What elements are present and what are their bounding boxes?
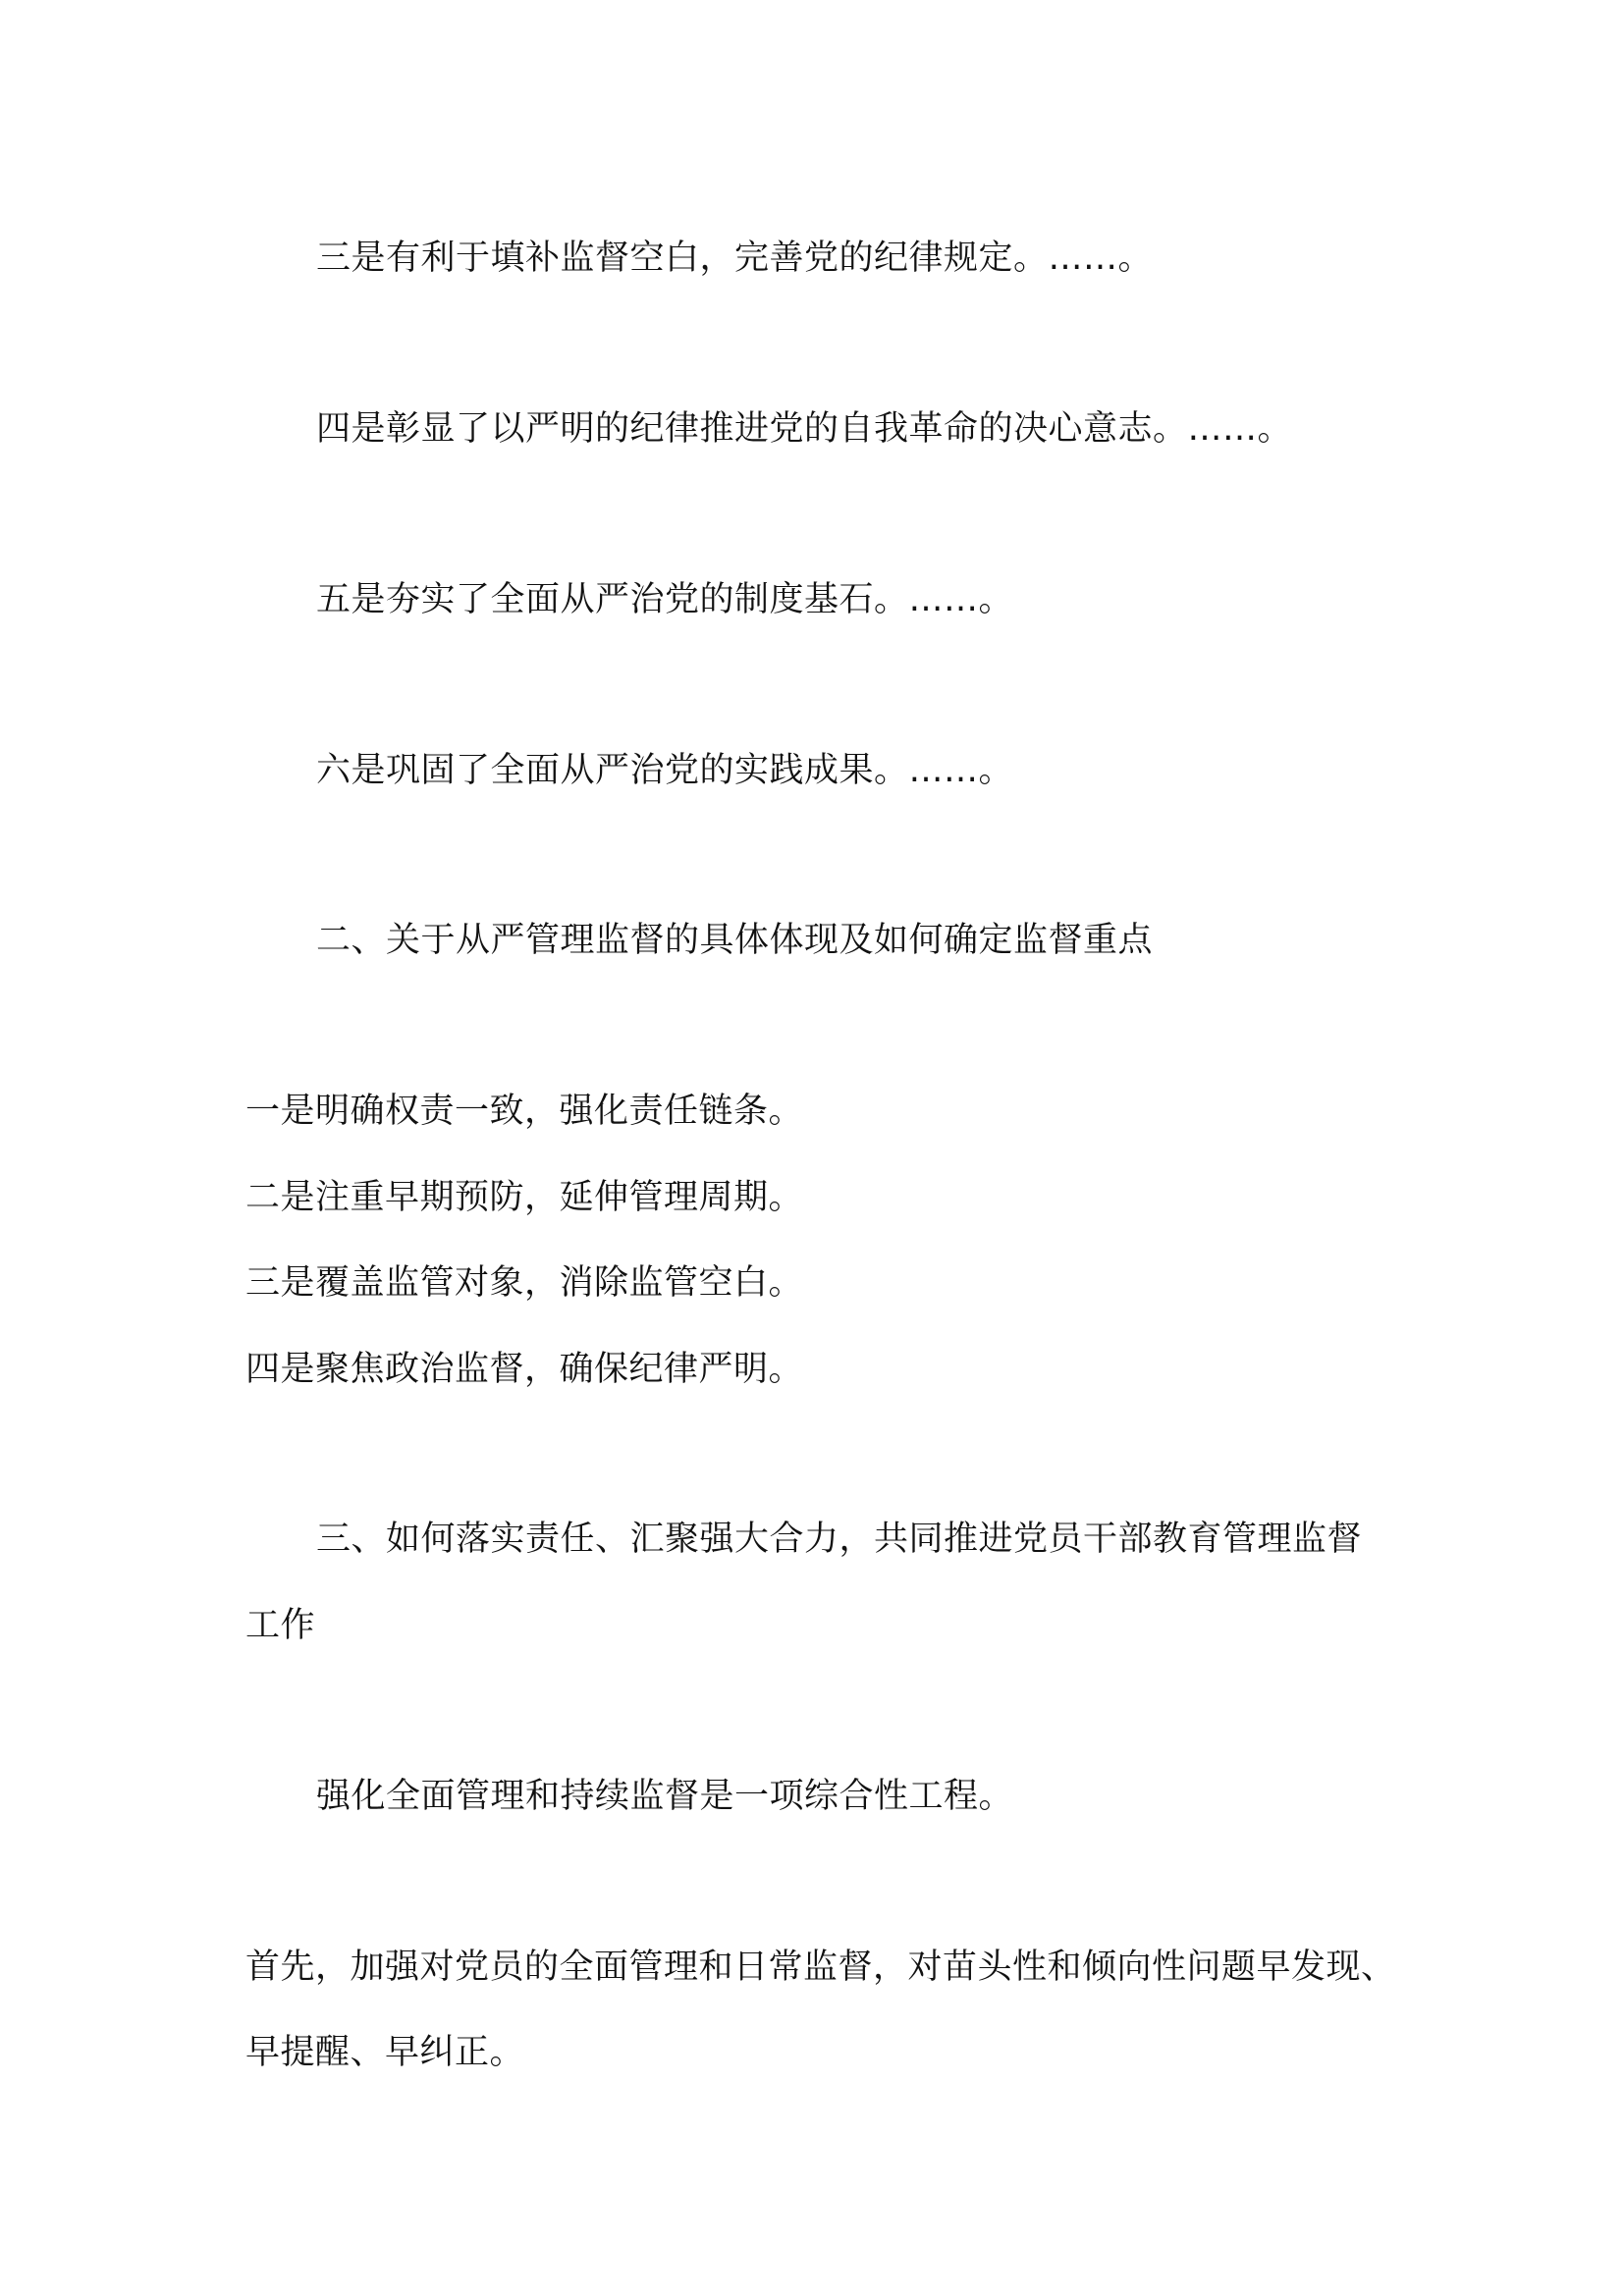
list-item: 一是明确权责一致，强化责任链条。: [245, 1092, 804, 1131]
paragraph-five: 五是夯实了全面从严治党的制度基石。……。: [316, 580, 1014, 619]
paragraph-first-measure: 首先，加强对党员的全面管理和日常监督，对苗头性和倾向性问题早发现、: [245, 1948, 1396, 1987]
paragraph-three: 三是有利于填补监督空白，完善党的纪律规定。……。: [316, 239, 1154, 278]
section-heading-three-continued: 工作: [245, 1606, 316, 1645]
list-item: 四是聚焦政治监督，确保纪律严明。: [245, 1350, 804, 1389]
section-heading-three: 三、如何落实责任、汇聚强大合力，共同推进党员干部教育管理监督: [316, 1520, 1363, 1559]
section-heading-two: 二、关于从严管理监督的具体体现及如何确定监督重点: [316, 921, 1154, 960]
list-item: 二是注重早期预防，延伸管理周期。: [245, 1178, 804, 1217]
paragraph-intro: 强化全面管理和持续监督是一项综合性工程。: [316, 1777, 1014, 1816]
list-item: 三是覆盖监管对象，消除监管空白。: [245, 1263, 804, 1303]
paragraph-six: 六是巩固了全面从严治党的实践成果。……。: [316, 751, 1014, 790]
paragraph-four: 四是彰显了以严明的纪律推进党的自我革命的决心意志。……。: [316, 409, 1293, 449]
paragraph-first-measure-continued: 早提醒、早纠正。: [245, 2033, 525, 2072]
